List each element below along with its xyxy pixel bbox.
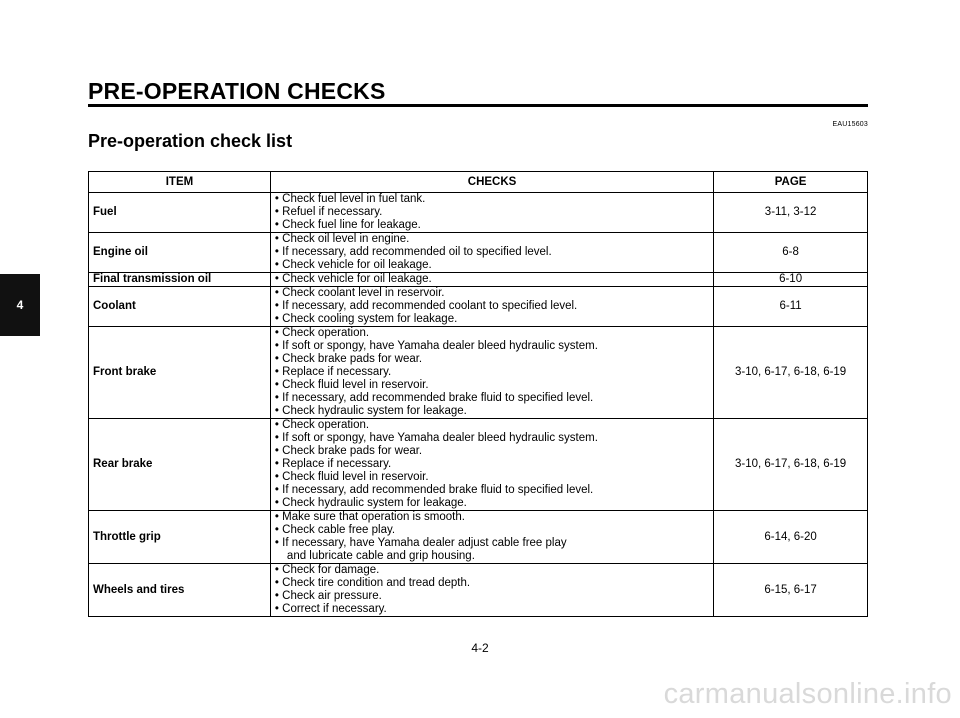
item-cell: Final transmission oil xyxy=(89,273,271,287)
table-row xyxy=(89,511,868,564)
check-line: • Check fuel line for leakage. xyxy=(274,219,421,231)
check-line: • Check brake pads for wear. xyxy=(274,445,423,457)
check-line: • If necessary, have Yamaha dealer adjust cable free play xyxy=(274,537,567,549)
check-line: • Check fluid level in reservoir. xyxy=(274,471,429,483)
item-cell: Wheels and tires xyxy=(89,564,271,617)
page-ref-cell: 3-11, 3-12 xyxy=(714,193,868,233)
check-line: • If necessary, add recommended oil to specified level. xyxy=(274,246,552,258)
checks-cell xyxy=(270,287,713,327)
table-row xyxy=(89,193,868,233)
check-line: • If necessary, add recommended brake fluid to specified level. xyxy=(274,392,594,404)
checks-cell xyxy=(270,511,713,564)
table-row xyxy=(89,287,868,327)
check-line: • If soft or spongy, have Yamaha dealer bleed hydraulic system. xyxy=(274,340,598,352)
table-row xyxy=(89,419,868,511)
check-line: • Check brake pads for wear. xyxy=(274,353,423,365)
check-line: • Replace if necessary. xyxy=(274,366,392,378)
check-line: • Check cable free play. xyxy=(274,524,396,536)
column-header-item: ITEM xyxy=(89,172,271,193)
checks-cell xyxy=(270,419,713,511)
page-ref-cell: 3-10, 6-17, 6-18, 6-19 xyxy=(714,327,868,419)
checks-cell xyxy=(270,273,713,287)
check-line: • Check air pressure. xyxy=(274,590,382,602)
item-cell: Engine oil xyxy=(89,233,271,273)
check-line: • Check fluid level in reservoir. xyxy=(274,379,429,391)
item-cell: Fuel xyxy=(89,193,271,233)
table-header-row xyxy=(89,172,868,193)
check-line: • Replace if necessary. xyxy=(274,458,392,470)
check-line: • Check coolant level in reservoir. xyxy=(274,287,445,299)
section-title: Pre-operation check list xyxy=(88,131,293,151)
page-ref-cell: 6-11 xyxy=(714,287,868,327)
column-header-checks: CHECKS xyxy=(270,172,713,193)
chapter-tab: 4 xyxy=(0,274,40,336)
watermark: carmanualsonline.info xyxy=(663,678,952,710)
page-ref-cell: 6-8 xyxy=(714,233,868,273)
item-cell: Front brake xyxy=(89,327,271,419)
check-line: • Check vehicle for oil leakage. xyxy=(274,259,432,271)
page-ref-cell: 6-14, 6-20 xyxy=(714,511,868,564)
page-ref-cell: 3-10, 6-17, 6-18, 6-19 xyxy=(714,419,868,511)
checks-cell xyxy=(270,327,713,419)
table-row xyxy=(89,233,868,273)
item-cell: Throttle grip xyxy=(89,511,271,564)
check-line: • Correct if necessary. xyxy=(274,603,387,615)
check-line: • If necessary, add recommended coolant to specified level. xyxy=(274,300,578,312)
checks-cell xyxy=(270,564,713,617)
check-line: • Check for damage. xyxy=(274,564,380,576)
item-cell: Rear brake xyxy=(89,419,271,511)
check-line: • If soft or spongy, have Yamaha dealer bleed hydraulic system. xyxy=(274,432,598,444)
table-row xyxy=(89,327,868,419)
checks-cell xyxy=(270,193,713,233)
check-line: • Check hydraulic system for leakage. xyxy=(274,497,467,509)
page-ref-cell: 6-10 xyxy=(714,273,868,287)
check-line: and lubricate cable and grip housing. xyxy=(286,550,475,562)
column-header-page: PAGE xyxy=(714,172,868,193)
check-line: • Check tire condition and tread depth. xyxy=(274,577,471,589)
page-number: 4-2 xyxy=(471,641,489,655)
check-line: • Check cooling system for leakage. xyxy=(274,313,458,325)
table-row xyxy=(89,564,868,617)
check-line: • Check operation. xyxy=(274,327,370,339)
check-line: • Check vehicle for oil leakage. xyxy=(274,273,432,285)
page-header-title: PRE-OPERATION CHECKS xyxy=(88,78,386,104)
doc-code: EAU15603 xyxy=(832,121,868,128)
check-line: • Refuel if necessary. xyxy=(274,206,383,218)
check-line: • Make sure that operation is smooth. xyxy=(274,511,465,523)
checks-cell xyxy=(270,233,713,273)
check-list-table xyxy=(88,171,868,617)
check-line: • Check operation. xyxy=(274,419,370,431)
check-line: • Check oil level in engine. xyxy=(274,233,410,245)
check-line: • Check hydraulic system for leakage. xyxy=(274,405,467,417)
check-line: • Check fuel level in fuel tank. xyxy=(274,193,426,205)
header-rule xyxy=(88,104,868,107)
item-cell: Coolant xyxy=(89,287,271,327)
check-line: • If necessary, add recommended brake fluid to specified level. xyxy=(274,484,594,496)
page-ref-cell: 6-15, 6-17 xyxy=(714,564,868,617)
table-row xyxy=(89,273,868,287)
